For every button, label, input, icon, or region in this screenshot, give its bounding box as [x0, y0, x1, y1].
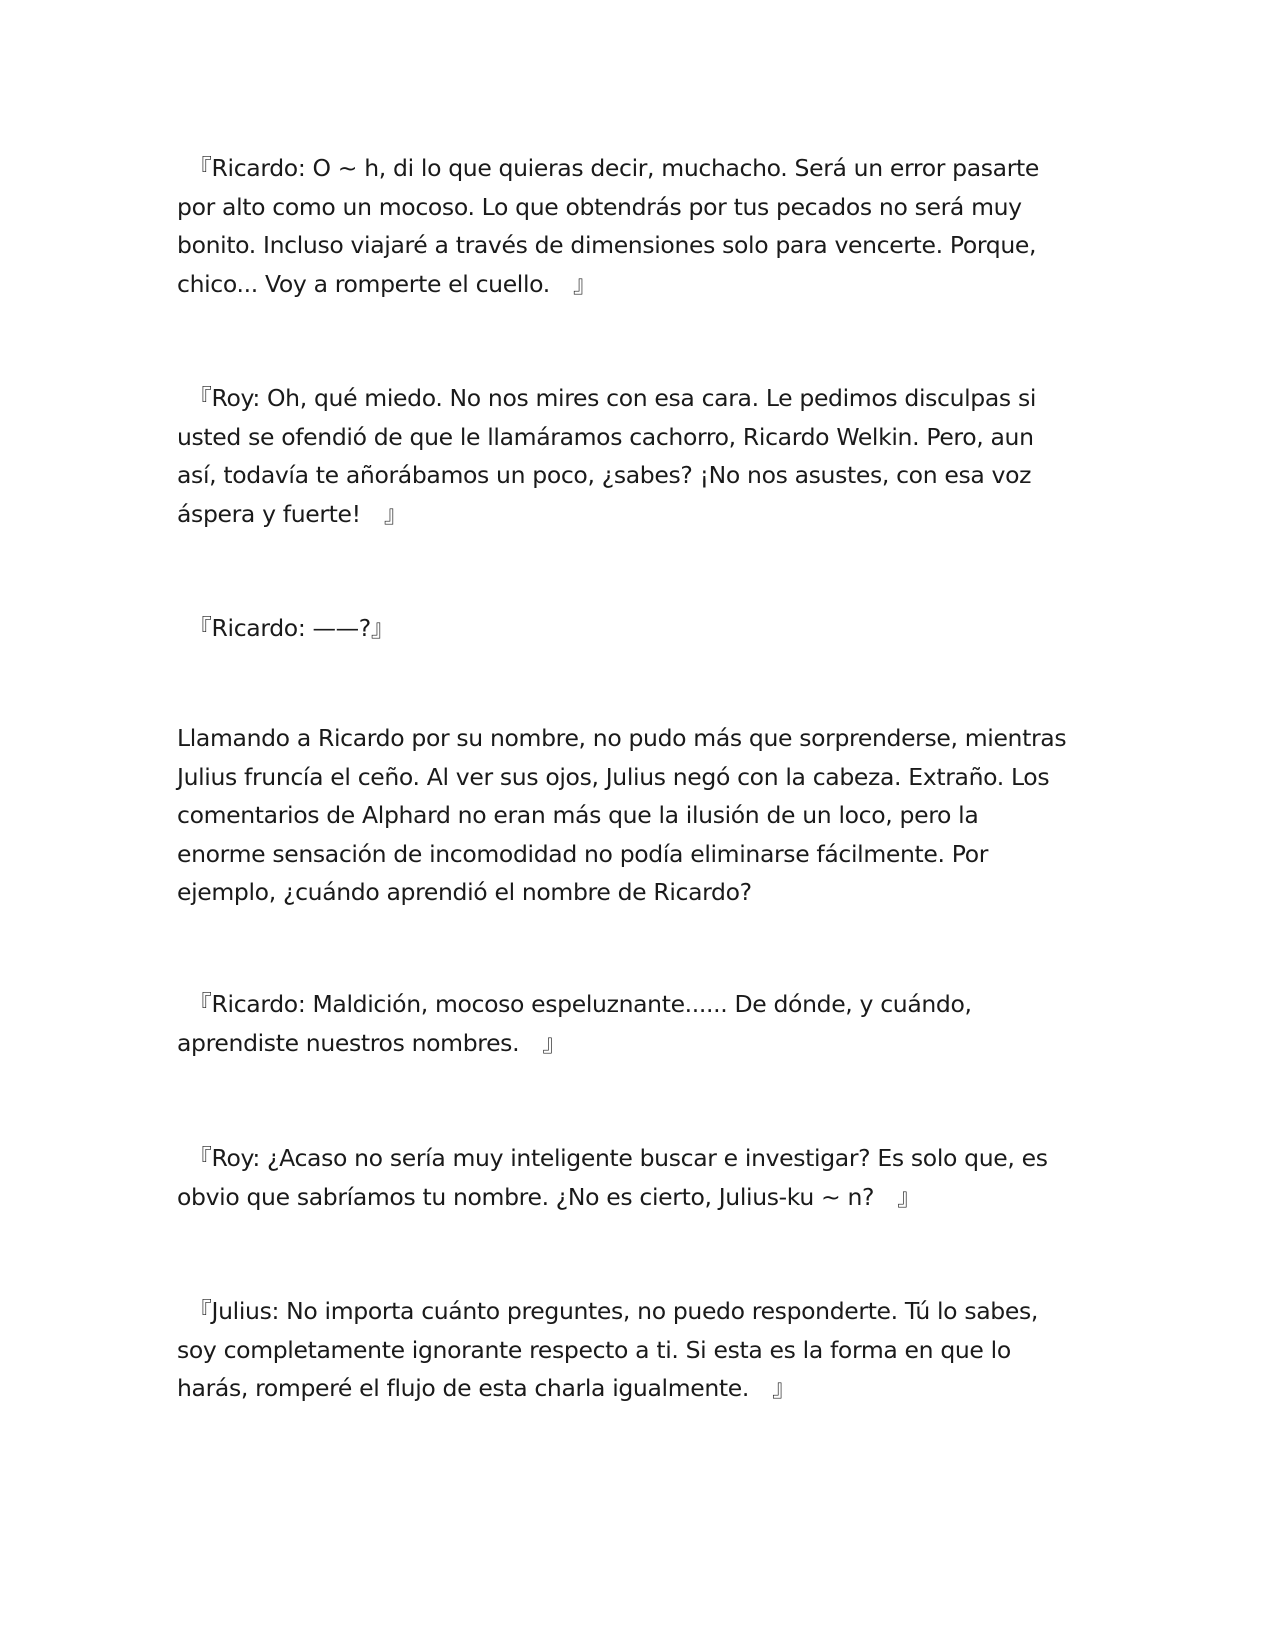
dialogue-paragraph-roy-2	[177, 1139, 1117, 1216]
text-line: áspera y fuerte! 』	[177, 499, 408, 528]
text-line: usted se ofendió de que le llamáramos cachorro, Ricardo Welkin. Pero, aun	[177, 422, 1034, 451]
dialogue-paragraph-julius	[177, 1292, 1117, 1408]
text-line: 『Ricardo: O ~ h, di lo que quieras decir, muchacho. Será un error pasarte	[177, 154, 1039, 182]
text-line: Llamando a Ricardo por su nombre, no pudo más que sorprenderse, mientras	[177, 724, 1067, 752]
text-line: 『Ricardo: ——?』	[177, 614, 395, 642]
text-line: soy completamente ignorante respecto a ti. Si esta es la forma en que lo	[177, 1335, 1011, 1364]
dialogue-paragraph-ricardo-2	[177, 609, 1117, 648]
text-line: 『Ricardo: Maldición, mocoso espeluznante...... De dónde, y cuándo,	[177, 990, 972, 1018]
text-line: 『Roy: Oh, qué miedo. No nos mires con esa cara. Le pedimos disculpas si	[177, 384, 1037, 412]
text-line: obvio que sabríamos tu nombre. ¿No es cierto, Julius-ku ~ n? 』	[177, 1182, 921, 1211]
text-line: comentarios de Alphard no eran más que la ilusión de un loco, pero la	[177, 801, 979, 829]
text-line: Julius fruncía el ceño. Al ver sus ojos, Julius negó con la cabeza. Extraño. Los	[177, 762, 1050, 791]
text-line: bonito. Incluso viajaré a través de dimensiones solo para vencerte. Porque,	[177, 231, 1037, 259]
dialogue-paragraph-ricardo-1	[177, 149, 1117, 303]
text-line: 『Julius: No importa cuánto preguntes, no puedo responderte. Tú lo sabes,	[177, 1297, 1038, 1325]
dialogue-paragraph-roy-1	[177, 379, 1117, 533]
text-line: chico... Voy a romperte el cuello. 』	[177, 269, 597, 298]
dialogue-paragraph-ricardo-3	[177, 985, 1117, 1062]
narration-paragraph	[177, 719, 1117, 912]
text-line: así, todavía te añorábamos un poco, ¿sabes? ¡No nos asustes, con esa voz	[177, 461, 1032, 489]
text-line: ejemplo, ¿cuándo aprendió el nombre de Ricardo?	[177, 878, 752, 906]
text-line: enorme sensación de incomodidad no podía eliminarse fácilmente. Por	[177, 839, 989, 868]
text-line: por alto como un mocoso. Lo que obtendrás por tus pecados no será muy	[177, 192, 1022, 221]
text-line: 『Roy: ¿Acaso no sería muy inteligente buscar e investigar? Es solo que, es	[177, 1144, 1048, 1172]
text-line: harás, romperé el flujo de esta charla igualmente. 』	[177, 1374, 796, 1402]
text-line: aprendiste nuestros nombres. 』	[177, 1028, 566, 1057]
